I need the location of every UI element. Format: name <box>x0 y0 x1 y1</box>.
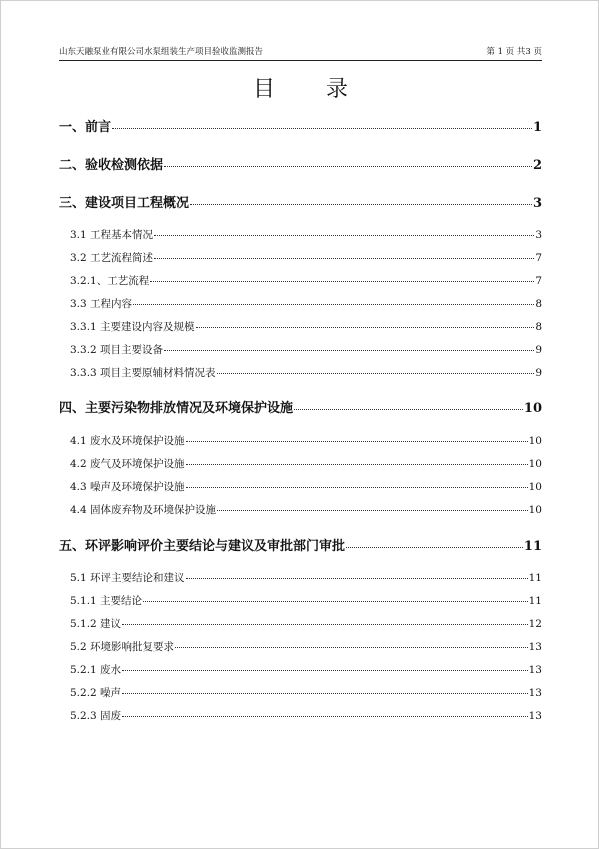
toc-entry-label: 4.3 噪声及环境保护设施 <box>70 480 185 493</box>
toc-entry-page-number: 10 <box>528 434 542 447</box>
toc-dot-leader <box>122 616 528 627</box>
toc-section-entry[interactable] <box>70 708 542 723</box>
toc-dot-leader <box>190 194 532 207</box>
toc-section-entry[interactable] <box>70 639 542 654</box>
toc-entry-label: 3.3.2 项目主要设备 <box>70 343 164 356</box>
toc-entry-page-number: 8 <box>535 297 542 310</box>
toc-entry-page-number: 11 <box>528 571 542 584</box>
toc-dot-leader <box>294 399 523 412</box>
toc-entry-label: 一、前言 <box>59 120 112 135</box>
toc-dot-leader <box>112 118 532 131</box>
toc-entry-label: 3.3.3 项目主要原辅材料情况表 <box>70 366 216 379</box>
toc-dot-leader <box>186 570 528 581</box>
toc-dot-leader <box>164 342 534 353</box>
toc-entry-label: 5.1.1 主要结论 <box>70 594 143 607</box>
toc-entry-page-number: 10 <box>528 503 542 516</box>
page-header <box>59 46 542 61</box>
toc-entry-label: 4.4 固体废弃物及环境保护设施 <box>70 503 217 516</box>
toc-chapter-entry[interactable] <box>59 156 542 174</box>
toc-entry-page-number: 8 <box>535 320 542 333</box>
toc-section-entry[interactable] <box>70 296 542 311</box>
toc-section-entry[interactable] <box>70 616 542 631</box>
toc-chapter-entry[interactable] <box>59 194 542 212</box>
toc-entry-label: 5.2.2 噪声 <box>70 686 122 699</box>
toc-dot-leader <box>122 662 528 673</box>
toc-dot-leader <box>217 502 528 513</box>
toc-section-entry[interactable] <box>70 502 542 517</box>
toc-entry-page-number: 7 <box>535 274 542 287</box>
toc-entry-page-number: 9 <box>535 343 542 356</box>
toc-entry-label: 5.2.3 固废 <box>70 709 122 722</box>
toc-dot-leader <box>133 296 534 307</box>
toc-entry-page-number: 10 <box>528 480 542 493</box>
toc-section-entry[interactable] <box>70 342 542 357</box>
toc-entry-page-number: 2 <box>532 158 542 173</box>
toc-entry-label: 3.1 工程基本情况 <box>70 228 154 241</box>
toc-entry-page-number: 7 <box>535 251 542 264</box>
toc-dot-leader <box>164 156 532 169</box>
toc-dot-leader <box>143 593 528 604</box>
toc-dot-leader <box>122 685 528 696</box>
toc-entry-label: 4.2 废气及环境保护设施 <box>70 457 185 470</box>
toc-entry-page-number: 13 <box>528 640 542 653</box>
toc-title: 目 录 <box>253 77 370 102</box>
toc-entry-page-number: 13 <box>528 686 542 699</box>
toc-entry-page-number: 11 <box>528 594 542 607</box>
toc-entry-page-number: 10 <box>523 401 542 416</box>
toc-dot-leader <box>217 365 535 376</box>
toc-entry-page-number: 3 <box>532 196 542 211</box>
toc-dot-leader <box>346 537 523 550</box>
toc-entry-label: 3.3.1 主要建设内容及规模 <box>70 320 195 333</box>
toc-entry-label: 5.2 环境影响批复要求 <box>70 640 175 653</box>
toc-entry-label: 五、环评影响评价主要结论与建议及审批部门审批 <box>59 539 346 554</box>
toc-section-entry[interactable] <box>70 662 542 677</box>
toc-entry-label: 5.1 环评主要结论和建议 <box>70 571 185 584</box>
toc-entry-page-number: 1 <box>532 120 542 135</box>
toc-entry-label: 5.1.2 建议 <box>70 617 122 630</box>
toc-dot-leader <box>150 273 534 284</box>
toc-entry-page-number: 13 <box>528 663 542 676</box>
toc-section-entry[interactable] <box>70 227 542 242</box>
toc-dot-leader <box>154 250 534 261</box>
toc-section-entry[interactable] <box>70 319 542 334</box>
toc-chapter-entry[interactable] <box>59 399 542 417</box>
toc-entry-page-number: 13 <box>528 709 542 722</box>
header-report-title: 山东天融泵业有限公司水泵组装生产项目验收监测报告 <box>59 47 264 57</box>
toc-entry-page-number: 10 <box>528 457 542 470</box>
toc-section-entry[interactable] <box>70 365 542 380</box>
toc-entry-page-number: 11 <box>523 539 542 554</box>
toc-dot-leader <box>186 433 528 444</box>
toc-dot-leader <box>122 708 528 719</box>
toc-entry-label: 5.2.1 废水 <box>70 663 122 676</box>
toc-entry-label: 3.2 工艺流程简述 <box>70 251 154 264</box>
toc-section-entry[interactable] <box>70 479 542 494</box>
toc-entry-label: 四、主要污染物排放情况及环境保护设施 <box>59 401 294 416</box>
toc-section-entry[interactable] <box>70 250 542 265</box>
header-page-number: 第 1 页 共3 页 <box>486 47 542 57</box>
toc-dot-leader <box>175 639 528 650</box>
toc-section-entry[interactable] <box>70 593 542 608</box>
toc-entry-label: 3.2.1、工艺流程 <box>70 274 150 287</box>
toc-entry-page-number: 9 <box>535 366 542 379</box>
toc-entry-label: 二、验收检测依据 <box>59 158 164 173</box>
toc-entry-label: 3.3 工程内容 <box>70 297 133 310</box>
toc-chapter-entry[interactable] <box>59 537 542 555</box>
toc-section-entry[interactable] <box>70 570 542 585</box>
toc-section-entry[interactable] <box>70 273 542 288</box>
toc-section-entry[interactable] <box>70 456 542 471</box>
toc-dot-leader <box>186 456 528 467</box>
toc-chapter-entry[interactable] <box>59 118 542 136</box>
toc-entry-page-number: 12 <box>528 617 542 630</box>
toc-entry-label: 三、建设项目工程概况 <box>59 196 190 211</box>
toc-entry-label: 4.1 废水及环境保护设施 <box>70 434 185 447</box>
toc-entry-page-number: 3 <box>535 228 542 241</box>
toc-section-entry[interactable] <box>70 433 542 448</box>
toc-dot-leader <box>196 319 535 330</box>
toc-dot-leader <box>186 479 528 490</box>
toc-dot-leader <box>154 227 534 238</box>
toc-section-entry[interactable] <box>70 685 542 700</box>
